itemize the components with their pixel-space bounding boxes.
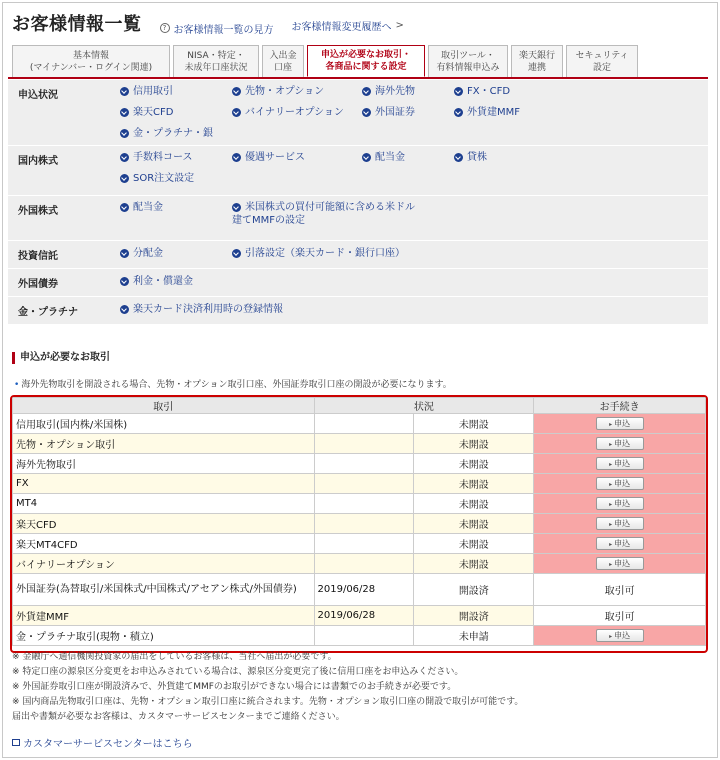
triangle-right-icon: ▸ (609, 521, 613, 528)
nav-link-fx-cfd[interactable] (454, 85, 510, 98)
procedure-cell (534, 554, 706, 574)
apply-button-label: 申込 (614, 499, 631, 508)
apply-button[interactable] (596, 417, 644, 430)
open-date: 2019/06/28 (314, 574, 414, 606)
apply-table-wrap (10, 395, 708, 653)
chevron-circle-icon (362, 87, 371, 96)
chevron-circle-icon (120, 108, 129, 117)
apply-button-label: 申込 (614, 459, 631, 468)
nav-link-label: 貸株 (467, 152, 487, 163)
nav-link-label: 優遇サービス (245, 152, 305, 163)
triangle-right-icon: ▸ (609, 481, 613, 488)
nav-link-label: バイナリーオプション (245, 107, 344, 118)
table-row (13, 474, 706, 494)
chevron-circle-icon (120, 153, 129, 162)
contact-link[interactable] (12, 735, 193, 750)
tab-tools[interactable] (428, 45, 508, 77)
nav-row-domestic (8, 146, 708, 196)
nav-link-withdrawal[interactable] (232, 247, 405, 260)
nav-link-rakuten-cfd[interactable] (120, 106, 173, 119)
tab-label: 楽天銀行 (518, 50, 555, 61)
chevron-circle-icon (120, 174, 129, 183)
open-date (314, 626, 414, 646)
apply-button[interactable] (596, 457, 644, 470)
nav-link-label: 分配金 (133, 248, 163, 259)
tab-deposit[interactable] (262, 45, 304, 77)
nav-link-label: 信用取引 (133, 86, 173, 97)
apply-button[interactable] (596, 517, 644, 530)
nav-link-label: 米国株式の買付可能額に含める米ドル (245, 202, 415, 213)
status-text: 未開設 (414, 474, 534, 494)
apply-button[interactable] (596, 557, 644, 570)
tab-underline (8, 77, 708, 79)
tab-label: セキュリティ (575, 50, 629, 61)
open-date (314, 454, 414, 474)
nav-link-label: 引落設定（楽天カード・銀行口座） (245, 248, 405, 259)
nav-link-fee-course[interactable] (120, 151, 193, 164)
nav-label: 外国債券 (18, 279, 58, 290)
nav-link-foreign-mmf[interactable] (454, 106, 520, 119)
chevron-circle-icon (454, 153, 463, 162)
triangle-right-icon: ▸ (609, 441, 613, 448)
table-header-row (13, 398, 706, 414)
nav-link-label: 外国証券 (375, 107, 415, 118)
tab-label: 各商品に関する設定 (325, 62, 407, 72)
apply-button-label: 申込 (614, 539, 631, 548)
open-date (314, 434, 414, 454)
table-row (13, 414, 706, 434)
status-text: 未開設 (414, 454, 534, 474)
trade-name: 先物・オプション取引 (13, 434, 315, 454)
section-title: 申込が必要なお取引 (12, 352, 110, 364)
apply-button-label: 申込 (614, 559, 631, 568)
tab-bar (12, 45, 638, 77)
tab-rakuten-bank[interactable] (511, 45, 563, 77)
procedure-cell (534, 414, 706, 434)
tab-basic-info[interactable] (12, 45, 170, 77)
chevron-circle-icon (120, 249, 129, 258)
chevron-circle-icon (362, 153, 371, 162)
open-date (314, 414, 414, 434)
nav-items (112, 297, 708, 324)
apply-button[interactable] (596, 629, 644, 642)
chevron-circle-icon (362, 108, 371, 117)
table-row (13, 626, 706, 646)
table-row (13, 514, 706, 534)
nav-items (112, 146, 708, 195)
note-line: ※ 外国証券取引口座が開設済みで、外貨建てMMFのお取引ができない場合には書類でのお手続きが必要です。 (12, 682, 457, 692)
nav-row-bond (8, 269, 708, 297)
status-text: 未開設 (414, 434, 534, 454)
header-trade: 取引 (13, 398, 315, 414)
table-row (13, 434, 706, 454)
table-row (13, 574, 706, 606)
window-icon (12, 739, 20, 746)
status-text: 未開設 (414, 414, 534, 434)
bullet-icon: • (14, 380, 20, 390)
apply-button[interactable] (596, 437, 644, 450)
nav-link-label: 楽天CFD (133, 107, 174, 118)
tab-label: 未成年口座状況 (184, 62, 248, 73)
tab-label: 基本情報 (72, 50, 109, 61)
nav-link-usd-mmf[interactable] (232, 201, 415, 227)
nav-link-label: 建てMMFの設定 (232, 215, 306, 226)
nav-link-label: 利金・償還金 (133, 276, 193, 287)
chevron-circle-icon (232, 108, 241, 117)
nav-link-label: 配当金 (375, 152, 405, 163)
nav-link-preferential[interactable] (232, 151, 305, 164)
tab-label: 設定 (592, 62, 611, 73)
open-date: 2019/06/28 (314, 606, 414, 626)
open-date (314, 474, 414, 494)
contact-link-label: カスタマーサービスセンターはこちら (23, 739, 193, 750)
status-text: 開設済 (414, 574, 534, 606)
nav-link-sor[interactable] (120, 172, 194, 185)
apply-button[interactable] (596, 497, 644, 510)
chevron-circle-icon (232, 153, 241, 162)
procedure-cell (534, 474, 706, 494)
chevron-circle-icon (120, 277, 129, 286)
page-title: お客様情報一覧 (12, 14, 142, 35)
procedure-cell (534, 626, 706, 646)
tab-label: 入出金 (269, 50, 297, 61)
open-date (314, 494, 414, 514)
nav-link-interest[interactable] (120, 275, 193, 288)
apply-button[interactable] (596, 477, 644, 490)
chevron-circle-icon (120, 305, 129, 314)
settings-nav (8, 80, 708, 325)
header-status: 状況 (314, 398, 534, 414)
trade-name: 信用取引(国内株/米国株) (13, 414, 315, 434)
trade-name: FX (13, 474, 315, 494)
procedure-cell (534, 454, 706, 474)
page-header (12, 10, 404, 36)
nav-row-gold (8, 297, 708, 325)
table-row (13, 554, 706, 574)
trade-name: 金・プラチナ取引(現物・積立) (13, 626, 315, 646)
nav-link-foreign-securities[interactable] (362, 106, 415, 119)
triangle-right-icon: ▸ (609, 633, 613, 640)
procedure-cell (534, 494, 706, 514)
chevron-right-icon: > (395, 20, 404, 31)
nav-label: 金・プラチナ (18, 307, 78, 318)
nav-link-gold[interactable] (120, 127, 213, 140)
nav-label: 国内株式 (18, 156, 58, 167)
note-line: ※ 金融庁へ通信機関投資家の届出をしているお客様は、当社へ届出が必要です。 (12, 652, 337, 662)
nav-link-margin[interactable] (120, 85, 173, 98)
nav-items (112, 269, 708, 296)
triangle-right-icon: ▸ (609, 421, 613, 428)
nav-items (112, 80, 708, 145)
chevron-circle-icon (120, 129, 129, 138)
nav-link-label: FX・CFD (467, 86, 511, 97)
nav-link-futures[interactable] (232, 85, 324, 98)
nav-link-label: 海外先物 (375, 86, 415, 97)
tab-label: (マイナンバー・ログイン関連) (29, 62, 153, 73)
nav-link-overseas-futures[interactable] (362, 85, 415, 98)
apply-button-label: 申込 (614, 519, 631, 528)
question-icon: ? (160, 23, 170, 33)
triangle-right-icon: ▸ (609, 461, 613, 468)
open-date (314, 514, 414, 534)
open-date (314, 534, 414, 554)
procedure-cell (534, 434, 706, 454)
tab-label: 口座 (273, 62, 292, 73)
trade-name: 海外先物取引 (13, 454, 315, 474)
trade-name: 外国証券(為替取引/米国株式/中国株式/アセアン株式/外国債券) (13, 574, 315, 606)
notes (12, 650, 523, 725)
open-date (314, 554, 414, 574)
nav-items (112, 196, 708, 240)
chevron-circle-icon (120, 203, 129, 212)
trade-name: 外貨建MMF (13, 606, 315, 626)
nav-row-foreign-stock (8, 196, 708, 241)
status-text: 未申請 (414, 626, 534, 646)
note-line: ※ 特定口座の源泉区分変更をお申込みされている場合は、源泉区分変更完了後に信用口座をお申込みください。 (12, 667, 464, 677)
tab-label: 連携 (527, 62, 546, 73)
nav-link-dividend[interactable] (362, 151, 405, 164)
trade-name: バイナリーオプション (13, 554, 315, 574)
chevron-circle-icon (454, 108, 463, 117)
nav-link-distribution[interactable] (120, 247, 163, 260)
tab-label: 有料情報申込み (436, 62, 500, 73)
nav-link-label: SOR注文設定 (133, 173, 195, 184)
apply-button-label: 申込 (614, 419, 631, 428)
history-link[interactable] (292, 18, 404, 33)
status-text: 未開設 (414, 554, 534, 574)
nav-label: 外国株式 (18, 206, 58, 217)
note-line: 届出や書類が必要なお客様は、カスタマーサービスセンターまでご連絡ください。 (12, 712, 345, 722)
nav-link-binary[interactable] (232, 106, 344, 119)
status-text: 未開設 (414, 494, 534, 514)
nav-row-apply-status (8, 80, 708, 146)
nav-link-stock-lending[interactable] (454, 151, 487, 164)
nav-items (112, 241, 708, 268)
nav-label: 申込状況 (18, 90, 58, 101)
table-row (13, 494, 706, 514)
trade-name: 楽天CFD (13, 514, 315, 534)
table-row (13, 454, 706, 474)
section-note-text: 海外先物取引を開設される場合、先物・オプション取引口座、外国証券取引口座の開設が必要になります。 (21, 380, 452, 390)
apply-table (12, 397, 706, 646)
tab-apply-required[interactable] (307, 45, 425, 77)
nav-link-label: 先物・オプション (245, 86, 325, 97)
triangle-right-icon: ▸ (609, 541, 613, 548)
status-text: 開設済 (414, 606, 534, 626)
tab-label: NISA・特定・ (187, 50, 245, 61)
procedure-cell (534, 514, 706, 534)
tab-label: 取引ツール・ (441, 50, 495, 61)
triangle-right-icon: ▸ (609, 501, 613, 508)
note-line: ※ 国内商品先物取引口座は、先物・オプション取引口座に統合されます。先物・オプション取引口座の開設で取引が可能です。 (12, 697, 524, 707)
help-link-label: お客様情報一覧の見方 (173, 24, 274, 36)
apply-button[interactable] (596, 537, 644, 550)
procedure-text: 取引可 (534, 574, 706, 606)
nav-row-fund (8, 241, 708, 269)
nav-link-label: 楽天カード決済利用時の登録情報 (133, 304, 283, 315)
tab-security[interactable] (566, 45, 638, 77)
history-link-label: お客様情報変更履歴へ (291, 22, 392, 33)
header-procedure: お手続き (534, 398, 706, 414)
chevron-circle-icon (232, 249, 241, 258)
help-link[interactable] (160, 21, 274, 36)
trade-name: 楽天MT4CFD (13, 534, 315, 554)
triangle-right-icon: ▸ (609, 561, 613, 568)
status-text: 未開設 (414, 534, 534, 554)
nav-link-label: 配当金 (133, 202, 163, 213)
apply-button-label: 申込 (614, 631, 631, 640)
apply-button-label: 申込 (614, 439, 631, 448)
section-note (14, 377, 452, 390)
apply-button-label: 申込 (614, 479, 631, 488)
nav-label: 投資信託 (18, 251, 58, 262)
table-row (13, 534, 706, 554)
status-text: 未開設 (414, 514, 534, 534)
procedure-cell (534, 534, 706, 554)
tab-nisa[interactable] (173, 45, 259, 77)
chevron-circle-icon (120, 87, 129, 96)
chevron-circle-icon (232, 87, 241, 96)
nav-link-label: 金・プラチナ・銀 (133, 128, 213, 139)
chevron-circle-icon (454, 87, 463, 96)
procedure-text: 取引可 (534, 606, 706, 626)
chevron-circle-icon (232, 203, 241, 212)
nav-link-label: 外貨建MMF (467, 107, 521, 118)
trade-name: MT4 (13, 494, 315, 514)
table-row (13, 606, 706, 626)
nav-link-card-info[interactable] (120, 303, 283, 316)
nav-link-foreign-dividend[interactable] (120, 201, 163, 214)
tab-label: 申込が必要なお取引・ (320, 50, 411, 60)
nav-link-label: 手数料コース (133, 152, 193, 163)
